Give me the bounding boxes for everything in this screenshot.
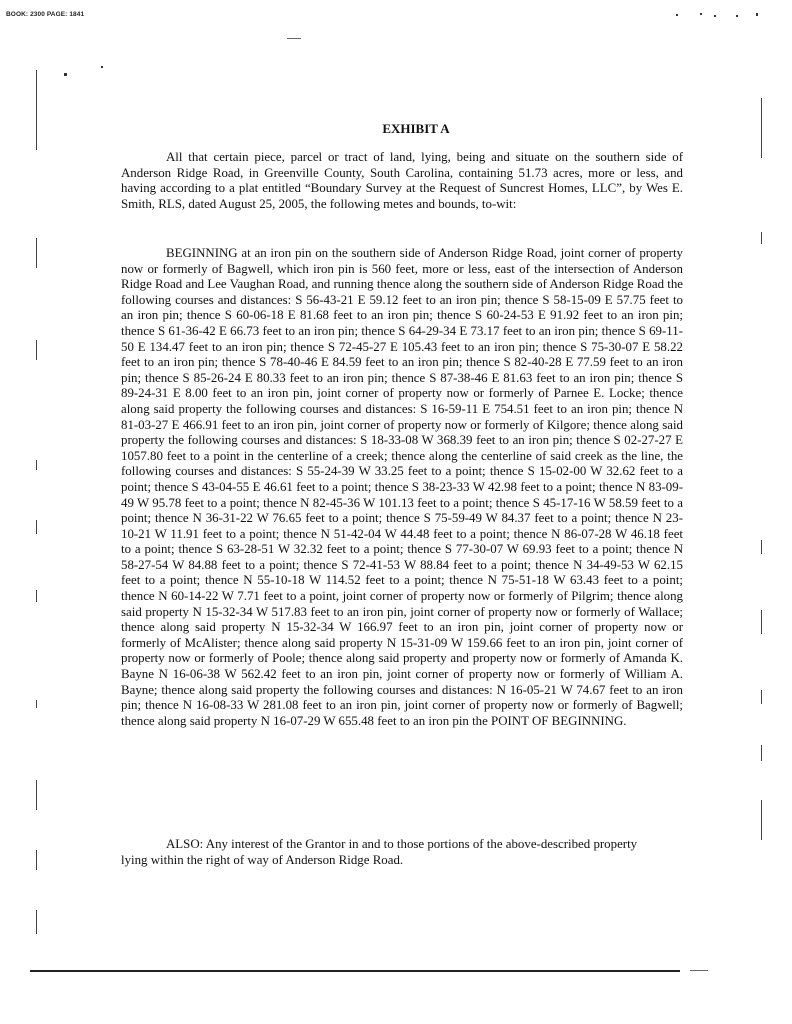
paragraph-3-text: ALSO: Any interest of the Grantor in and to those portions of the above-described property lying within the right of way of Anderson Ridge Road. [121, 837, 638, 867]
bottom-rule [30, 970, 680, 972]
document-title: EXHIBIT A [382, 121, 450, 136]
book-page-stamp: BOOK: 2300 PAGE: 1841 [6, 11, 85, 18]
paragraph-metes-and-bounds [121, 246, 683, 729]
bottom-rule-dash [690, 970, 708, 971]
paragraph-1-text: All that certain piece, parcel or tract of land, lying, being and situate on the southern side of Anderson Ridge Road, in Greenville County, South Carolina, containing 51.73 acres, more or less, and having according to a plat entitled “Boundary Survey at the Request of Suncrest Homes, LLC”, by Wes E. Smith, RLS, dated August 25, 2005, the following metes and bounds, to-wit: [121, 150, 683, 211]
paragraph-property-description [121, 150, 683, 212]
paragraph-also-clause [121, 837, 641, 868]
paragraph-2-text: BEGINNING at an iron pin on the southern side of Anderson Ridge Road, joint corner of property now or formerly of Bagwell, which iron pin is 560 feet, more or less, east of the intersection of Anderson Ridge Road and Lee Vaughan Road, and running thence along the southern side of Anderson Ridge Road the following courses and distances: S 56-43-21 E 59.12 feet to an iron pin; thence S 58-15-09 E 57.75 feet to an iron pin; thence S 60-06-18 E 81.68 feet to an iron pin; thence S 60-24-53 E 91.92 feet to an iron pin; thence S 61-36-42 E 66.73 feet to an iron pin; thence S 64-29-34 E 73.17 feet to an iron pin; thence S 69-11-50 E 134.47 feet to an iron pin; thence S 72-45-27 E 105.43 feet to an iron pin; thence S 75-30-07 E 58.22 feet to an iron pin; thence S 78-40-46 E 84.59 feet to an iron pin; thence S 82-40-28 E 77.59 feet to an iron pin; thence S 85-26-24 E 80.33 feet to an iron pin; thence S 87-38-46 E 81.63 feet to an iron pin; thence S 89-24-31 E 8.00 feet to an iron pin, joint corner of property now or formerly of Parnee E. Locke; thence along said property the following courses and distances: S 16-59-11 E 754.51 feet to an iron pin; thence N 81-03-27 E 466.91 feet to an iron pin, joint corner of property now or formerly of Kilgore; thence along said property the following courses and distances: S 18-33-08 W 368.39 feet to an iron pin; thence S 02-27-27 E 1057.80 feet to a point in the centerline of a creek; thence along the centerline of said creek as the line, the following courses and distances: S 55-24-39 W 33.25 feet to a point; thence S 15-02-00 W 32.62 feet to a point; thence S 43-04-55 E 46.61 feet to a point; thence S 38-23-33 W 42.98 feet to a point; thence N 83-09-49 W 95.78 feet to a point; thence N 82-45-36 W 101.13 feet to a point; thence S 45-17-16 W 58.59 feet to a point; thence N 36-31-22 W 76.65 feet to a point; thence S 75-59-49 W 84.37 feet to a point; thence N 23-10-21 W 11.91 feet to a point; thence N 51-42-04 W 44.48 feet to a point; thence N 86-07-28 W 46.18 feet to a point; thence S 63-28-51 W 32.32 feet to a point; thence S 77-30-07 W 69.93 feet to a point; thence N 58-27-54 W 84.88 feet to a point; thence S 72-41-53 W 88.84 feet to a point; thence N 34-49-53 W 62.15 feet to a point; thence N 55-10-18 W 114.52 feet to a point; thence N 75-51-18 W 63.43 feet to a point; thence N 60-14-22 W 7.71 feet to a point, joint corner of property now or formerly of Pilgrim; thence along said property N 15-32-34 W 517.83 feet to an iron pin, joint corner of property now or formerly of Wallace; thence along said property N 15-32-34 W 166.97 feet to an iron pin, joint corner of property now or formerly of McAlister; thence along said property N 15-31-09 W 159.66 feet to an iron pin, joint corner of property now or formerly of Poole; thence along said property and property now or formerly of Amanda K. Bayne N 16-06-38 W 562.42 feet to an iron pin, joint corner of property now or formerly of William A. Bayne; thence along said property the following courses and distances: N 16-05-21 W 74.67 feet to an iron pin; thence N 16-08-33 W 281.08 feet to an iron pin, joint corner of property now or formerly of Bagwell; thence along said property N 16-07-29 W 655.48 feet to an iron pin the POINT OF BEGINNING. [121, 246, 683, 728]
